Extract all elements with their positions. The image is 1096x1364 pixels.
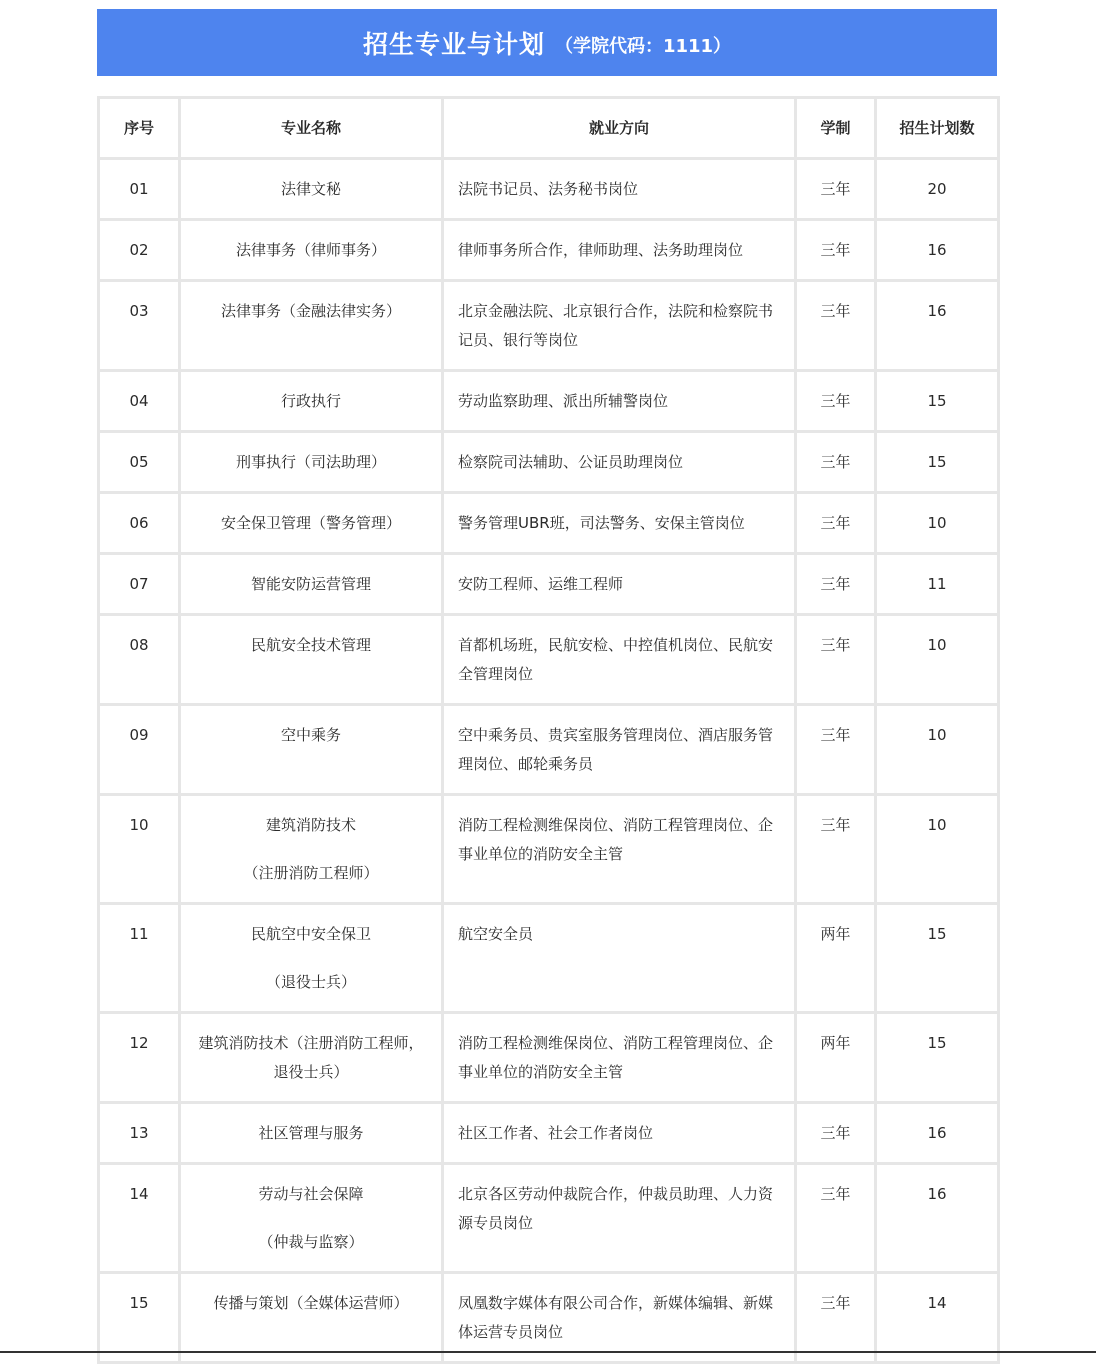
cell-duration: 三年: [796, 705, 876, 795]
cell-major: [180, 220, 443, 281]
table-row: [99, 159, 999, 220]
cell-plan: 11: [876, 554, 999, 615]
cell-number: 11: [99, 904, 180, 1013]
cell-major: [180, 159, 443, 220]
cell-duration: 三年: [796, 1103, 876, 1164]
major-name: 建筑消防技术（注册消防工程师，退役士兵）: [198, 1034, 424, 1081]
cell-plan: 10: [876, 615, 999, 705]
cell-major: [180, 432, 443, 493]
cell-plan: 15: [876, 371, 999, 432]
cell-major: [180, 1103, 443, 1164]
cell-plan: 16: [876, 281, 999, 371]
cell-career: 消防工程检测维保岗位、消防工程管理岗位、企事业单位的消防安全主管: [443, 1013, 796, 1103]
major-name: 智能安防运营管理: [250, 575, 371, 593]
major-name: 建筑消防技术: [265, 816, 356, 834]
cell-number: 02: [99, 220, 180, 281]
cell-career: 首都机场班，民航安检、中控值机岗位、民航安全管理岗位: [443, 615, 796, 705]
cell-plan: 15: [876, 1013, 999, 1103]
cell-major: [180, 795, 443, 904]
cell-duration: 三年: [796, 281, 876, 371]
table-row: [99, 1013, 999, 1103]
cell-career: 消防工程检测维保岗位、消防工程管理岗位、企事业单位的消防安全主管: [443, 795, 796, 904]
cell-plan: 16: [876, 1164, 999, 1273]
table-row: [99, 1164, 999, 1273]
cell-number: 03: [99, 281, 180, 371]
cell-career: 北京各区劳动仲裁院合作，仲裁员助理、人力资源专员岗位: [443, 1164, 796, 1273]
enrollment-table: [97, 96, 1000, 1364]
cell-number: 12: [99, 1013, 180, 1103]
table-row: [99, 1273, 999, 1363]
table-body: [99, 159, 999, 1363]
cell-plan: 10: [876, 795, 999, 904]
cell-duration: 三年: [796, 159, 876, 220]
cell-career: 律师事务所合作，律师助理、法务助理岗位: [443, 220, 796, 281]
cell-career: 安防工程师、运维工程师: [443, 554, 796, 615]
cell-career: 北京金融法院、北京银行合作，法院和检察院书记员、银行等岗位: [443, 281, 796, 371]
table-row: [99, 705, 999, 795]
cell-duration: 三年: [796, 371, 876, 432]
cell-plan: 15: [876, 432, 999, 493]
major-name: 空中乘务: [280, 726, 341, 744]
cell-career: 航空安全员: [443, 904, 796, 1013]
cell-major: [180, 493, 443, 554]
page-subtitle: （学院代码：1111）: [554, 35, 732, 57]
major-name: 法律事务（律师事务）: [235, 241, 386, 259]
column-header-number: 序号: [99, 98, 180, 159]
major-name: 社区管理与服务: [258, 1124, 364, 1142]
cell-career: 凤凰数字媒体有限公司合作，新媒体编辑、新媒体运营专员岗位: [443, 1273, 796, 1363]
cell-career: 警务管理UBR班，司法警务、安保主管岗位: [443, 493, 796, 554]
column-header-plan: 招生计划数: [876, 98, 999, 159]
cell-plan: 10: [876, 493, 999, 554]
cell-career: 法院书记员、法务秘书岗位: [443, 159, 796, 220]
cell-major: [180, 1273, 443, 1363]
cell-duration: 三年: [796, 493, 876, 554]
cell-plan: 20: [876, 159, 999, 220]
cell-duration: 两年: [796, 1013, 876, 1103]
table-row: [99, 615, 999, 705]
cell-major: [180, 904, 443, 1013]
cell-major: [180, 371, 443, 432]
page-title: 招生专业与计划: [362, 29, 545, 59]
major-name: 传播与策划（全媒体运营师）: [213, 1294, 409, 1312]
cell-major: [180, 554, 443, 615]
major-name: 法律事务（金融法律实务）: [220, 302, 401, 320]
cell-number: 09: [99, 705, 180, 795]
cell-number: 10: [99, 795, 180, 904]
table-row: [99, 220, 999, 281]
table-row: [99, 1103, 999, 1164]
enrollment-table-wrapper: [97, 96, 997, 1364]
cell-duration: 三年: [796, 795, 876, 904]
cell-duration: 三年: [796, 432, 876, 493]
table-row: [99, 371, 999, 432]
column-header-duration: 学制: [796, 98, 876, 159]
cell-number: 05: [99, 432, 180, 493]
cell-number: 01: [99, 159, 180, 220]
cell-career: 社区工作者、社会工作者岗位: [443, 1103, 796, 1164]
major-note: （注册消防工程师）: [243, 864, 379, 882]
cell-major: [180, 705, 443, 795]
major-name: 法律文秘: [280, 180, 341, 198]
table-row: [99, 432, 999, 493]
cell-major: [180, 615, 443, 705]
table-row: [99, 795, 999, 904]
cell-major: [180, 1164, 443, 1273]
cell-plan: 14: [876, 1273, 999, 1363]
cell-number: 13: [99, 1103, 180, 1164]
cell-number: 04: [99, 371, 180, 432]
cell-number: 14: [99, 1164, 180, 1273]
cell-plan: 15: [876, 904, 999, 1013]
cell-number: 06: [99, 493, 180, 554]
table-row: [99, 493, 999, 554]
cell-plan: 16: [876, 220, 999, 281]
table-row: [99, 281, 999, 371]
cell-major: [180, 1013, 443, 1103]
cell-duration: 三年: [796, 220, 876, 281]
major-name: 民航安全技术管理: [250, 636, 371, 654]
major-name: 劳动与社会保障: [258, 1185, 364, 1203]
column-header-major: 专业名称: [180, 98, 443, 159]
cell-duration: 两年: [796, 904, 876, 1013]
table-row: [99, 904, 999, 1013]
major-name: 刑事执行（司法助理）: [235, 453, 386, 471]
major-name: 安全保卫管理（警务管理）: [220, 514, 401, 532]
cell-plan: 10: [876, 705, 999, 795]
table-header-row: [99, 98, 999, 159]
cell-duration: 三年: [796, 1273, 876, 1363]
major-note: （退役士兵）: [265, 973, 356, 991]
cell-career: 检察院司法辅助、公证员助理岗位: [443, 432, 796, 493]
title-banner: [97, 9, 997, 76]
major-note: （仲裁与监察）: [258, 1233, 364, 1251]
major-name: 民航空中安全保卫: [250, 925, 371, 943]
cell-career: 空中乘务员、贵宾室服务管理岗位、酒店服务管理岗位、邮轮乘务员: [443, 705, 796, 795]
column-header-career: 就业方向: [443, 98, 796, 159]
cell-duration: 三年: [796, 554, 876, 615]
cell-career: 劳动监察助理、派出所辅警岗位: [443, 371, 796, 432]
cell-duration: 三年: [796, 1164, 876, 1273]
cell-number: 15: [99, 1273, 180, 1363]
major-name: 行政执行: [280, 392, 341, 410]
cell-number: 07: [99, 554, 180, 615]
cell-major: [180, 281, 443, 371]
cell-plan: 16: [876, 1103, 999, 1164]
cell-number: 08: [99, 615, 180, 705]
table-row: [99, 554, 999, 615]
cell-duration: 三年: [796, 615, 876, 705]
